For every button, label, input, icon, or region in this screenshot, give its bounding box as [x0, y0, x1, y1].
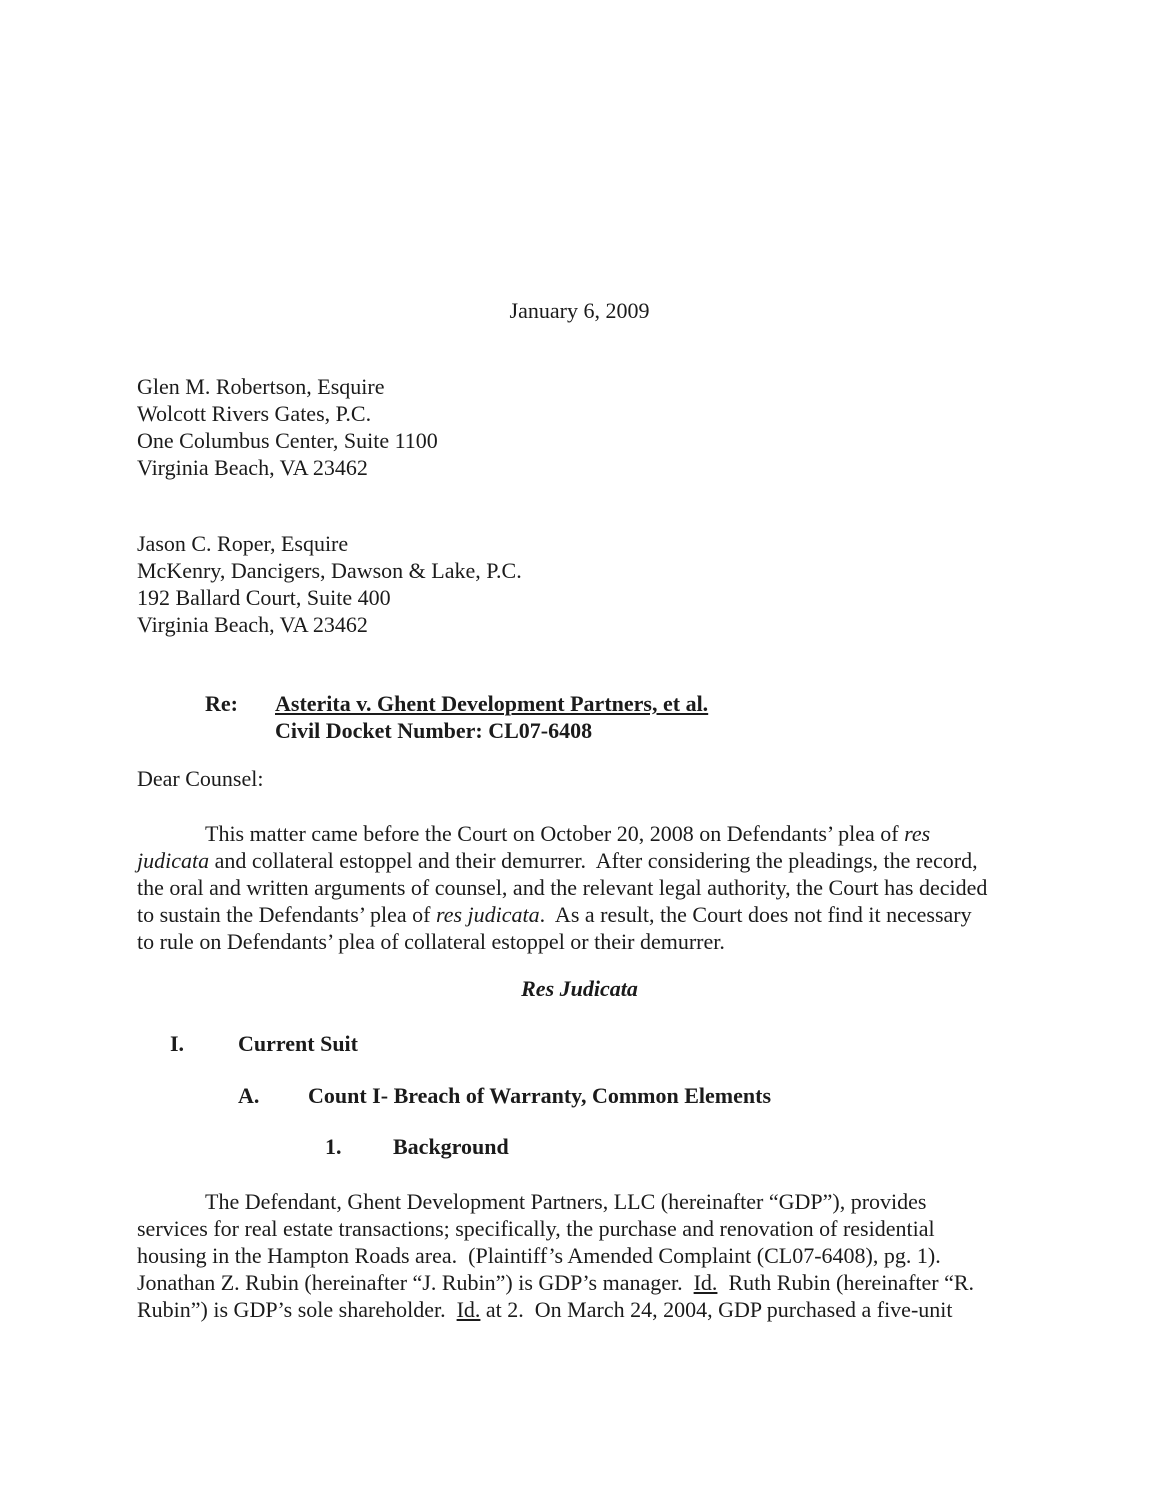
- text-line: services for real estate transactions; specifically, the purchase and renovation of residential: [137, 1216, 935, 1241]
- text-line: The Defendant, Ghent Development Partners, LLC (hereinafter “GDP”), provides: [205, 1189, 927, 1214]
- text-line: Rubin”) is GDP’s sole shareholder. Id. at 2. On March 24, 2004, GDP purchased a five-unit: [137, 1297, 953, 1322]
- outline-text: Count I- Breach of Warranty, Common Elements: [308, 1083, 772, 1108]
- heading-current-suit: [137, 1030, 1022, 1057]
- outline-text: Current Suit: [238, 1031, 358, 1056]
- letter-date: January 6, 2009: [509, 298, 650, 323]
- outline-text: Background: [393, 1134, 509, 1159]
- recipient-address-2: [137, 530, 1022, 638]
- re-label: Re:: [205, 691, 238, 716]
- text-line: Virginia Beach, VA 23462: [137, 455, 368, 480]
- outline-label: I.: [170, 1031, 185, 1056]
- text-line: to rule on Defendants’ plea of collateral estoppel or their demurrer.: [137, 929, 725, 954]
- text-line: Glen M. Robertson, Esquire: [137, 374, 385, 399]
- outline-label: 1.: [325, 1134, 342, 1159]
- salutation: Dear Counsel:: [137, 766, 264, 791]
- case-title: Asterita v. Ghent Development Partners, et al.: [275, 691, 709, 716]
- text-line: housing in the Hampton Roads area. (Plaintiff’s Amended Complaint (CL07-6408), pg. 1).: [137, 1243, 941, 1268]
- heading-count-one: [137, 1082, 1022, 1109]
- recipient-address-1: [137, 373, 1022, 481]
- text-line: judicata and collateral estoppel and their demurrer. After considering the pleadings, the record,: [137, 848, 978, 873]
- text-line: Wolcott Rivers Gates, P.C.: [137, 401, 372, 426]
- text-line: Jonathan Z. Rubin (hereinafter “J. Rubin”) is GDP’s manager. Id. Ruth Rubin (hereinafter “R.: [137, 1270, 975, 1295]
- body-paragraph-2: [137, 1188, 1022, 1323]
- docket-number: Civil Docket Number: CL07-6408: [275, 718, 593, 743]
- text-line: One Columbus Center, Suite 1100: [137, 428, 438, 453]
- re-content: [275, 690, 708, 744]
- heading-background: [137, 1133, 1022, 1160]
- text-line: 192 Ballard Court, Suite 400: [137, 585, 391, 610]
- text-line: to sustain the Defendants’ plea of res judicata. As a result, the Court does not find it necessary: [137, 902, 972, 927]
- text-line: McKenry, Dancigers, Dawson & Lake, P.C.: [137, 558, 522, 583]
- outline-label: A.: [238, 1083, 260, 1108]
- body-paragraph-1: [137, 820, 1022, 955]
- text-line: This matter came before the Court on October 20, 2008 on Defendants’ plea of res: [205, 821, 931, 846]
- text-line: the oral and written arguments of counsel, and the relevant legal authority, the Court has decided: [137, 875, 988, 900]
- section-heading-res-judicata: Res Judicata: [521, 976, 638, 1001]
- re-block: [137, 690, 1022, 744]
- text-line: Jason C. Roper, Esquire: [137, 531, 349, 556]
- text-line: Virginia Beach, VA 23462: [137, 612, 368, 637]
